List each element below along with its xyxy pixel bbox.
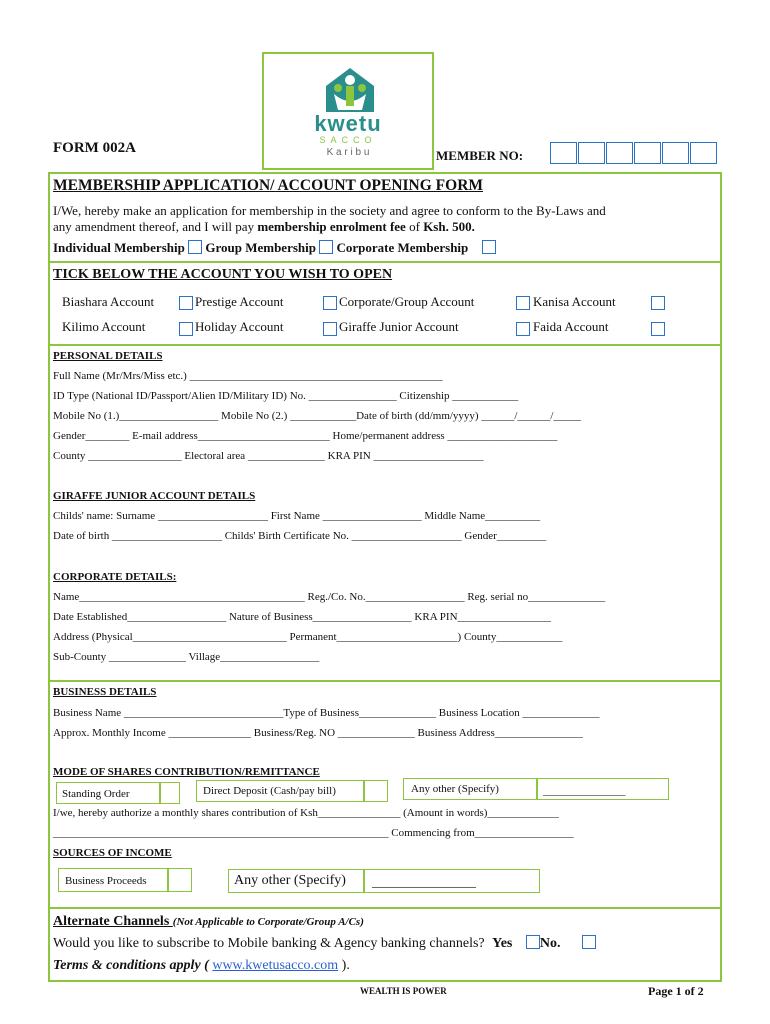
corporate-subcounty-line[interactable]: Sub-County ______________ Village__________________ [53, 651, 320, 663]
income-heading: SOURCES OF INCOME [53, 847, 172, 859]
alternate-note: (Not Applicable to Corporate/Group A/Cs) [172, 916, 364, 928]
terms-label: Terms & conditions apply ( [53, 958, 213, 973]
logo-box [262, 52, 434, 170]
logo-tagline: K a r i b u [326, 147, 370, 158]
alternate-heading-row [53, 912, 364, 930]
holiday-account-label: Holiday Account [195, 319, 284, 334]
shares-other-line: _______________ [543, 785, 626, 797]
kwetu-house-logo-icon [320, 64, 380, 116]
corporate-account-checkbox[interactable] [516, 296, 530, 310]
biashara-account-checkbox[interactable] [179, 296, 193, 310]
shares-other-label: Any other (Specify) [411, 783, 499, 795]
yes-label: Yes [492, 936, 513, 951]
group-membership-label: Group Membership [205, 240, 316, 255]
enrolment-fee-label: membership enrolment fee [257, 219, 406, 234]
member-no-cell[interactable] [690, 142, 717, 164]
logo-sub: SACCO [319, 135, 377, 145]
individual-membership-label: Individual Membership [53, 240, 185, 255]
prestige-account-checkbox[interactable] [323, 296, 337, 310]
terms-close: ). [338, 958, 350, 973]
personal-gender-line[interactable]: Gender________ E-mail address________________________ Home/permanent address ____________________ [53, 430, 558, 442]
direct-deposit-checkbox[interactable] [364, 780, 388, 802]
corporate-membership-label: Corporate Membership [336, 240, 469, 255]
individual-membership-checkbox[interactable] [188, 240, 202, 254]
giraffe-child-name-line[interactable]: Childs' name: Surname ____________________ First Name __________________ Middle Name__________ [53, 510, 541, 522]
faida-account-label: Faida Account [533, 319, 609, 334]
business-name-line[interactable]: Business Name _____________________________Type of Business______________ Business Location ______________ [53, 707, 600, 719]
personal-heading: PERSONAL DETAILS [53, 350, 163, 362]
standing-order-label: Standing Order [62, 788, 130, 800]
income-other-line: ________________ [372, 874, 476, 889]
holiday-account-checkbox[interactable] [323, 322, 337, 336]
prestige-account-label: Prestige Account [195, 294, 284, 309]
shares-authorize-line[interactable]: I/we, hereby authorize a monthly shares contribution of Ksh_______________ (Amount in words)_____________ [53, 807, 559, 819]
business-income-line[interactable]: Approx. Monthly Income _______________ Business/Reg. NO ______________ Business Address________________ [53, 727, 583, 739]
yes-checkbox[interactable] [526, 935, 540, 949]
membership-type-row [53, 240, 496, 256]
line2-pre: any amendment thereof, and I will pay [53, 219, 258, 234]
application-title: MEMBERSHIP APPLICATION/ ACCOUNT OPENING FORM [53, 177, 484, 194]
member-no-cell[interactable] [578, 142, 605, 164]
divider [48, 261, 722, 263]
member-no-cell[interactable] [662, 142, 689, 164]
giraffe-account-checkbox[interactable] [516, 322, 530, 336]
business-proceeds-label: Business Proceeds [65, 875, 147, 887]
personal-id-line[interactable]: ID Type (National ID/Passport/Alien ID/Military ID) No. ________________ Citizenship ____________ [53, 390, 519, 402]
personal-mobile-line[interactable]: Mobile No (1.)__________________ Mobile No (2.) ____________Date of birth (dd/mm/yyyy) ______/______/_____ [53, 410, 581, 422]
logo-brand: kwetu [314, 111, 382, 136]
personal-county-line[interactable]: County _________________ Electoral area ______________ KRA PIN ____________________ [53, 450, 484, 462]
corporate-membership-checkbox[interactable] [482, 240, 496, 254]
kanisa-account-checkbox[interactable] [651, 296, 665, 310]
member-no-label: MEMBER NO: [436, 148, 524, 163]
application-line1: I/We, hereby make an application for membership in the society and agree to conform to the By-Laws and [53, 203, 606, 218]
application-line2 [53, 219, 475, 235]
website-link[interactable]: www.kwetusacco.com [212, 958, 339, 973]
mobile-banking-question: Would you like to subscribe to Mobile banking & Agency banking channels? [53, 936, 485, 951]
giraffe-heading: GIRAFFE JUNIOR ACCOUNT DETAILS [53, 490, 256, 502]
no-label: No. [539, 936, 561, 951]
shares-heading: MODE OF SHARES CONTRIBUTION/REMITTANCE [53, 766, 320, 778]
form-number: FORM 002A [53, 140, 136, 156]
giraffe-account-label: Giraffe Junior Account [339, 319, 459, 334]
biashara-account-label: Biashara Account [62, 294, 155, 309]
corporate-heading: CORPORATE DETAILS: [53, 571, 177, 583]
kanisa-account-label: Kanisa Account [533, 294, 616, 309]
divider [48, 680, 722, 682]
member-no-cell[interactable] [550, 142, 577, 164]
standing-order-checkbox[interactable] [160, 782, 180, 804]
giraffe-dob-line[interactable]: Date of birth ____________________ Childs' Birth Certificate No. ____________________ Gender_________ [53, 530, 547, 542]
shares-commencing-line[interactable]: _____________________________________________________________ Commencing from__________________ [53, 827, 574, 839]
page-number: Page 1 of 2 [648, 984, 704, 998]
corporate-address-line[interactable]: Address (Physical____________________________ Permanent______________________) County____________ [53, 631, 563, 643]
kilimo-account-checkbox[interactable] [179, 322, 193, 336]
direct-deposit-label: Direct Deposit (Cash/pay bill) [203, 785, 336, 797]
no-checkbox[interactable] [582, 935, 596, 949]
divider [48, 344, 722, 346]
corporate-name-line[interactable]: Name_________________________________________ Reg./Co. No.__________________ Reg. serial no______________ [53, 591, 606, 603]
member-no-cell[interactable] [634, 142, 661, 164]
line2-mid: of [405, 219, 424, 234]
personal-full-name-line[interactable]: Full Name (Mr/Mrs/Miss etc.) ______________________________________________ [53, 370, 443, 382]
mobile-banking-question-row [53, 935, 596, 952]
income-other-label: Any other (Specify) [234, 873, 346, 888]
member-no-cell[interactable] [606, 142, 633, 164]
enrolment-fee-amount: Ksh. 500. [423, 219, 475, 234]
accounts-heading: TICK BELOW THE ACCOUNT YOU WISH TO OPEN [53, 267, 393, 282]
business-proceeds-checkbox[interactable] [168, 868, 192, 892]
business-heading: BUSINESS DETAILS [53, 686, 157, 698]
divider [48, 907, 722, 909]
corporate-account-label: Corporate/Group Account [339, 294, 475, 309]
faida-account-checkbox[interactable] [651, 322, 665, 336]
corporate-established-line[interactable]: Date Established__________________ Nature of Business__________________ KRA PIN_________________ [53, 611, 552, 623]
group-membership-checkbox[interactable] [319, 240, 333, 254]
footer-motto: WEALTH IS POWER [360, 986, 447, 996]
kilimo-account-label: Kilimo Account [62, 319, 146, 334]
terms-row [53, 958, 350, 974]
alternate-heading: Alternate Channels [53, 914, 173, 929]
